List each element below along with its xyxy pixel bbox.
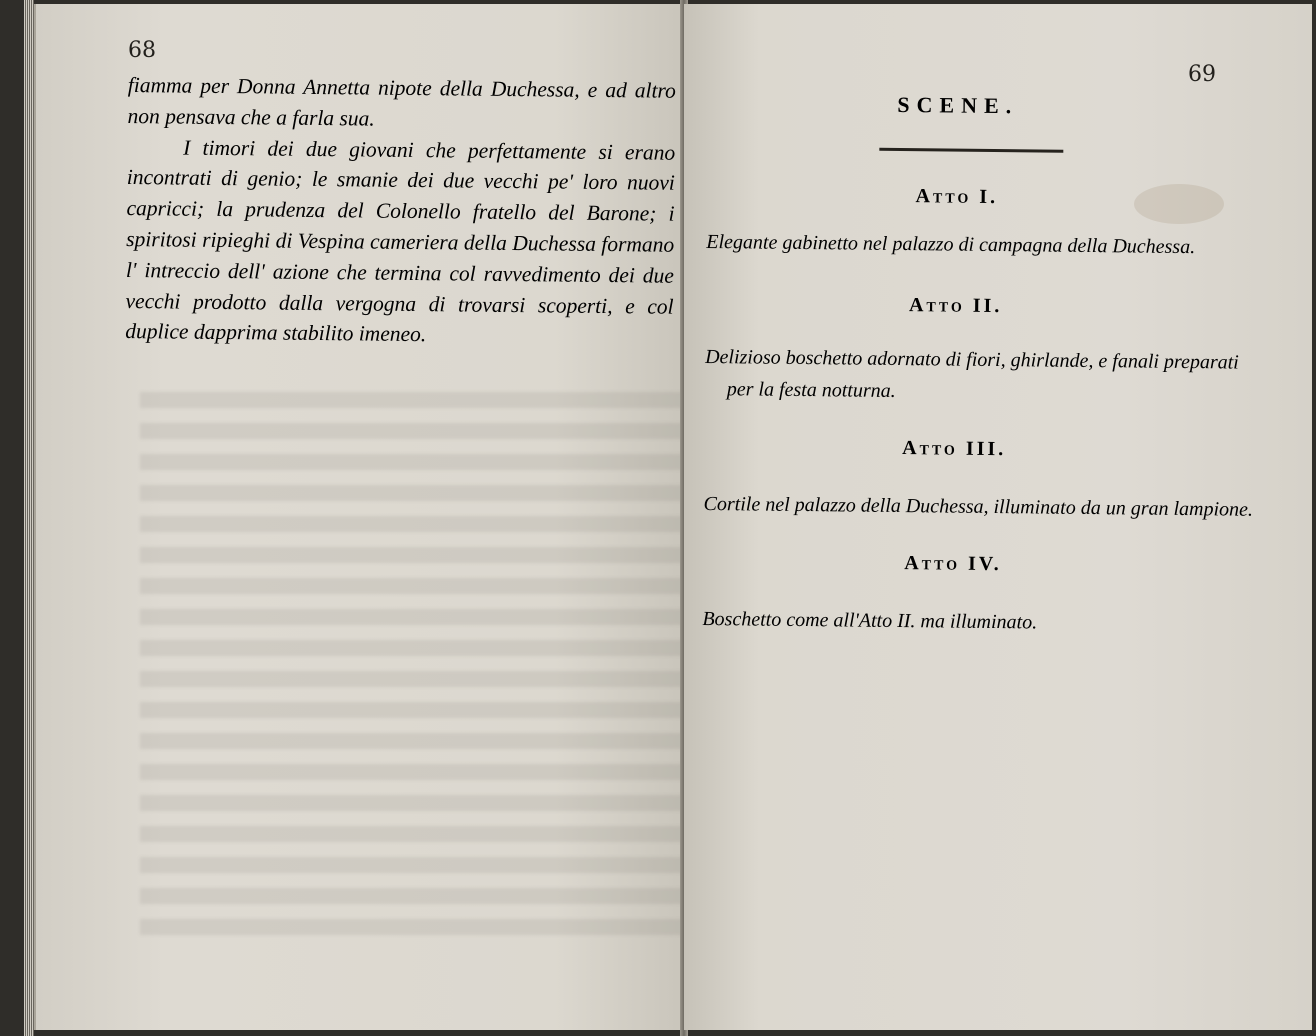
left-page-body: [125, 70, 676, 353]
right-page-number: 69: [1188, 62, 1216, 87]
act-heading-4: Atto IV.: [904, 552, 1002, 576]
act-description-4: Boschetto come all'Atto II. ma illuminato.: [702, 607, 1038, 634]
act-description-3: Cortile nel palazzo della Duchessa, illuminato da un gran lampione.: [703, 492, 1254, 521]
paragraph: I timori dei due giovani che perfettamente si erano incontrati di genio; le smanie dei due vecchi pe' loro nuovi capricci; la prudenza del Colonello fratello del Barone; i spiritosi ripieghi di Vespina cameriera della Duchessa formano l' intreccio dell' azione che termina col ravvedimento dei due vecchi prodotto dalla vergogna di trovarsi scoperti, e col duplice dapprima stabilito imeneo.: [125, 135, 676, 347]
paragraph: fiamma per Donna Annetta nipote della Duchessa, e ad altro non pensava che a farla sua.: [127, 72, 676, 131]
act-description-2: Delizioso boschetto adornato di fiori, ghirlande, e fanali preparati per la festa notturna.: [705, 345, 1239, 402]
act-heading-1: Atto I.: [915, 185, 999, 209]
act-heading-2: Atto II.: [908, 294, 1003, 318]
scene-list: [702, 84, 1268, 641]
page-edges: [24, 0, 34, 1036]
scene-title: SCENE.: [897, 91, 1019, 119]
left-page-number: 68: [128, 38, 156, 63]
act-description-1: Elegante gabinetto nel palazzo di campagna della Duchessa.: [706, 230, 1196, 259]
bleed-through-text: [140, 382, 700, 942]
act-heading-3: Atto III.: [902, 437, 1007, 461]
title-rule: [879, 148, 1063, 153]
